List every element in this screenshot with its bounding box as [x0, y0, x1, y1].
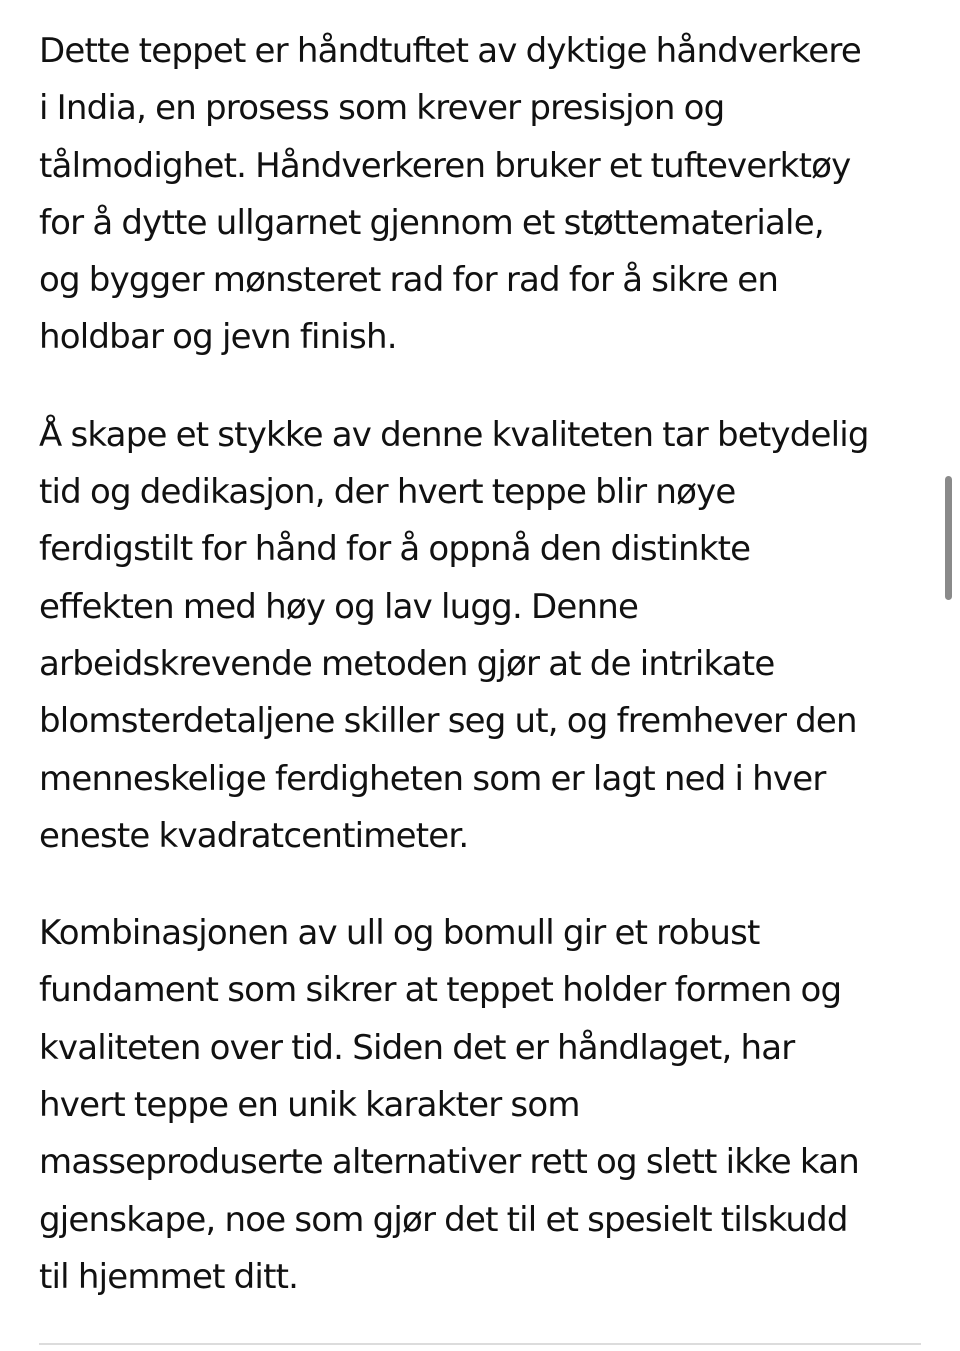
paragraph-line: eneste kvadratcentimeter.	[39, 815, 469, 856]
description-paragraph-3	[39, 905, 929, 1306]
paragraph-line: effekten med høy og lav lugg. Denne	[39, 586, 639, 627]
paragraph-line: fundament som sikrer at teppet holder formen og	[39, 970, 842, 1011]
paragraph-line: for å dytte ullgarnet gjennom et støttemateriale,	[39, 202, 824, 243]
product-description	[39, 23, 929, 1306]
paragraph-line: hvert teppe en unik karakter som	[39, 1085, 580, 1126]
paragraph-line: holdbar og jevn finish.	[39, 317, 397, 358]
paragraph-line: Å skape et stykke av denne kvaliteten tar betydelig	[39, 414, 869, 455]
paragraph-line: menneskelige ferdigheten som er lagt ned i hver	[39, 758, 826, 799]
paragraph-line: ferdigstilt for hånd for å oppnå den distinkte	[39, 529, 751, 570]
paragraph-line: tid og dedikasjon, der hvert teppe blir nøye	[39, 472, 736, 513]
paragraph-line: tålmodighet. Håndverkeren bruker et tufteverktøy	[39, 145, 851, 186]
paragraph-line: gjenskape, noe som gjør det til et spesielt tilskudd	[39, 1199, 848, 1240]
paragraph-line: til hjemmet ditt.	[39, 1256, 299, 1297]
section-divider	[39, 1343, 921, 1345]
paragraph-line: blomsterdetaljene skiller seg ut, og fremhever den	[39, 701, 857, 742]
description-paragraph-1	[39, 23, 929, 367]
paragraph-line: i India, en prosess som krever presisjon og	[39, 88, 725, 129]
paragraph-line: Dette teppet er håndtuftet av dyktige håndverkere	[39, 31, 861, 71]
paragraph-line: kvaliteten over tid. Siden det er håndlaget, har	[39, 1027, 795, 1068]
paragraph-line: Kombinasjonen av ull og bomull gir et robust	[39, 913, 760, 954]
description-paragraph-2	[39, 407, 929, 865]
paragraph-line: arbeidskrevende metoden gjør at de intrikate	[39, 643, 775, 684]
paragraph-line: og bygger mønsteret rad for rad for å sikre en	[39, 260, 779, 301]
paragraph-line: masseproduserte alternativer rett og slett ikke kan	[39, 1142, 859, 1183]
vertical-scrollbar[interactable]	[945, 476, 952, 600]
